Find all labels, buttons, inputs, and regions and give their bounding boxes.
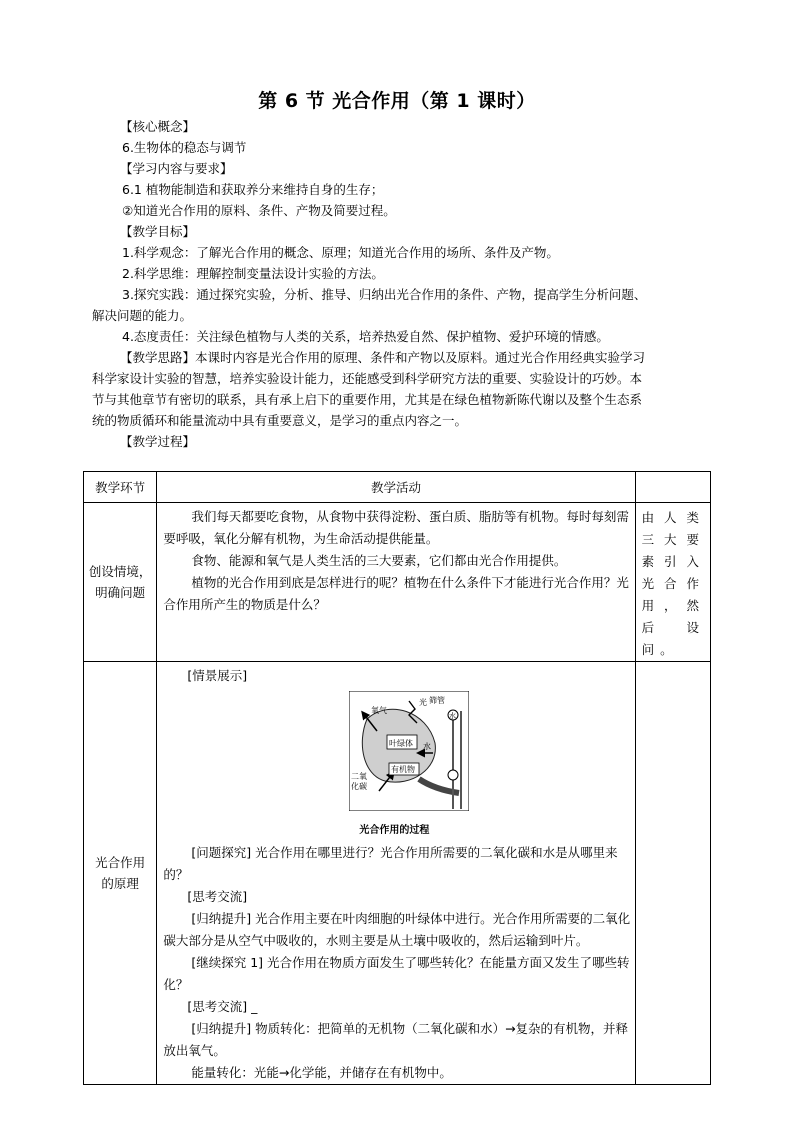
table-row: [84, 662, 711, 1085]
photosynthesis-diagram: [349, 691, 469, 811]
figure-caption: 光合作用的过程: [359, 825, 430, 836]
goal-item: 3.探究实践：通过探究实验，分析、推导、归纳出光合作用的条件、产物，提高学生分析问题、: [122, 287, 647, 302]
figure-label-chloroplast: 叶绿体: [389, 739, 414, 748]
figure-label-organic: 有机物: [391, 765, 416, 774]
figure-label-co2: 化碳: [351, 782, 368, 791]
figure-label-co2: 二氧: [351, 772, 368, 781]
activity-cell: [157, 662, 635, 1085]
activity-paragraph: 植物的光合作用到底是怎样进行的呢？植物在什么条件下才能进行光合作用？光合作用所产生的物质是什么？: [163, 575, 629, 612]
goal-item: 1.科学观念：了解光合作用的概念、原理；知道光合作用的场所、条件及产物。: [122, 245, 559, 260]
activity-paragraph: 我们每天都要吃食物，从食物中获得淀粉、蛋白质、脂肪等有机物。每时每刻需要呼吸，氧化分解有机物，为生命活动提供能量。: [163, 509, 629, 546]
figure-label-water-up: 水: [449, 712, 457, 720]
goal-item: 2.科学思维：理解控制变量法设计实验的方法。: [122, 266, 384, 281]
note-cell: 由人类三大要素引入光合作用，然后设问。: [635, 503, 710, 662]
teaching-idea-line: 科学家设计实验的智慧，培养实验设计能力，还能感受到科学研究方法的重要、实验设计的巧妙。本: [92, 371, 643, 386]
goals-heading: 【教学目标】: [120, 224, 196, 239]
lesson-intro: [92, 116, 717, 452]
goal-item: 4.态度责任：关注绿色植物与人类的关系，培养热爱自然、保护植物、爱护环境的情感。: [122, 329, 609, 344]
figure-label-light: 光: [419, 698, 428, 707]
figure-label-sieve: 筛管: [429, 696, 446, 705]
note-cell: [635, 662, 710, 1085]
activity-cell: [157, 503, 635, 662]
content-heading: 【学习内容与要求】: [120, 161, 233, 176]
segment-label: 的原理: [101, 876, 139, 891]
goal-item-continued: 解决问题的能力。: [92, 308, 193, 323]
summary-paragraph: [归纳提升] 物质转化：把简单的无机物（二氧化碳和水）→复杂的有机物，并释放出氧气。: [163, 1021, 629, 1058]
segment-label: 明确问题: [95, 585, 146, 600]
segment-cell: [84, 503, 157, 662]
page-title: 第 6 节 光合作用（第 1 课时）: [258, 90, 536, 112]
figure-label-water: 水: [423, 742, 432, 751]
discussion-label: [思考交流] _: [187, 999, 258, 1014]
teaching-idea: 【教学思路】本课时内容是光合作用的原理、条件和产物以及原料。通过光合作用经典实验学习: [120, 350, 646, 365]
summary-paragraph: [归纳提升] 光合作用主要在叶肉细胞的叶绿体中进行。光合作用所需要的二氧化碳大部分是从空气中吸收的，水则主要是从土壤中吸收的，然后运输到叶片。: [163, 911, 631, 948]
figure-label-oxygen: 氧气: [371, 706, 388, 715]
table-header-row: [84, 472, 711, 503]
header-activity: 教学活动: [157, 472, 635, 503]
process-heading: 【教学过程】: [120, 434, 196, 449]
segment-cell: [84, 662, 157, 1085]
question-paragraph: [继续探究 1] 光合作用在物质方面发生了哪些转化？在能量方面又发生了哪些转化？: [163, 955, 630, 992]
segment-label: 光合作用: [95, 855, 146, 870]
core-concept-heading: 【核心概念】: [120, 119, 196, 134]
teaching-idea-line: 节与其他章节有密切的联系，具有承上启下的重要作用，尤其是在绿色植物新陈代谢以及整个生态系: [92, 392, 643, 407]
teaching-process-table: [83, 471, 711, 1085]
question-paragraph: [问题探究] 光合作用在哪里进行？光合作用所需要的二氧化碳和水是从哪里来的？: [163, 845, 618, 882]
teaching-idea-line: 统的物质循环和能量流动中具有重要意义，是学习的重点内容之一。: [92, 413, 468, 428]
header-segment: 教学环节: [84, 472, 157, 503]
energy-paragraph: 能量转化：光能→化学能，并储存在有机物中。: [191, 1065, 452, 1080]
table-row: [84, 503, 711, 662]
scene-label: [情景展示]: [187, 668, 248, 683]
core-concept-text: 6.生物体的稳态与调节: [122, 140, 247, 155]
content-line: ②知道光合作用的原料、条件、产物及简要过程。: [122, 203, 396, 218]
segment-label: 创设情境，: [88, 564, 152, 579]
header-note: [635, 472, 710, 503]
content-line: 6.1 植物能制造和获取养分来维持自身的生存；: [122, 182, 384, 197]
activity-paragraph: 食物、能源和氧气是人类生活的三大要素，它们都由光合作用提供。: [191, 553, 567, 568]
discussion-label: [思考交流]: [187, 889, 248, 904]
